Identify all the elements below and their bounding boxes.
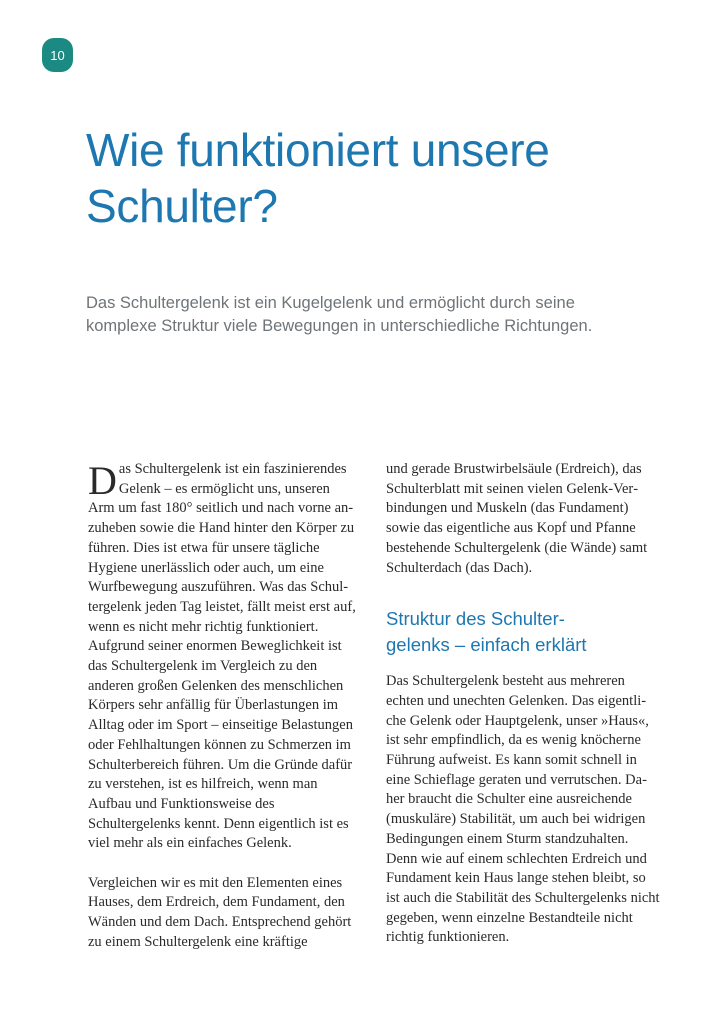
body-paragraph: Vergleichen wir es mit den Elementen eines Hauses, dem Erdreich, dem Fundament, den Wänden und dem Dach. Entsprechend gehört zu einem Schultergelenk eine kräftige (88, 874, 352, 950)
body-paragraph: und gerade Brustwirbelsäule (Erdreich), das Schulterblatt mit seinen vielen Gelenk-Verbindungen und Muskeln (das Fundament) sowie das eigentliche aus Kopf und Pfanne bestehende Schultergelenk (die Wände) samt Schulterdach (das Dach). (386, 461, 648, 576)
left-column (88, 460, 356, 953)
page-number-badge: 10 (42, 38, 73, 72)
body-paragraph: Das Schultergelenk besteht aus mehreren echten und unechten Gelenken. Das eigentliche Gelenk oder Hauptgelenk, unser »Haus«, ist sehr empfindlich, da es wenig knöcherne Führung aufweist. Es kann somit schnell in eine Schieflage geraten und verrutschen. Daher braucht die Schulter eine ausreichende (muskuläre) Stabilität, um auch bei widrigen Bedingungen einem Sturm standzuhalten. Denn wie auf einem schlechten Erdreich und Fundament kein Haus lange stehen bleibt, so ist auch die Stabilität des Schultergelenks nicht gegeben, wenn einzelne Bestandteile nicht richtig funktionieren. (386, 673, 660, 946)
lead-paragraph: Das Schultergelenk ist ein Kugelgelenk und ermöglicht durch seine komplexe Struktur viele Bewegungen in unterschiedliche Richtungen. (86, 294, 593, 335)
body-paragraph (88, 460, 356, 854)
drop-cap: D (88, 458, 117, 503)
right-column (386, 460, 660, 948)
page-title: Wie funktioniert unsere Schulter? (86, 124, 550, 232)
section-subheading: Struktur des Schultergelenks – einfach erklärt (386, 608, 587, 656)
paragraph-text: as Schultergelenk ist ein faszinierendes Gelenk – es ermöglicht uns, unseren Arm um fast 180° seitlich und nach vorne anzuheben sowie die Hand hinter den Körper zu führen. Dies ist etwa für unsere tägliche Hygiene unerlässlich oder auch, um eine Wurfbewegung auszuführen. Was das Schultergelenk jeden Tag leistet, fällt meist erst auf, wenn es nicht mehr richtig funktioniert. Aufgrund seiner enormen Beweglichkeit ist das Schultergelenk im Vergleich zu den anderen großen Gelenken des menschlichen Körpers sehr anfällig für Überlastungen im Alltag oder im Sport – einseitige Belastungen oder Fehlhaltungen können zu Schmerzen im Schulterbereich führen. Um die Gründe dafür zu verstehen, ist es hilfreich, wenn man Aufbau und Funktionsweise des Schultergelenks kennt. Denn eigentlich ist es viel mehr als ein einfaches Gelenk. (88, 461, 356, 852)
